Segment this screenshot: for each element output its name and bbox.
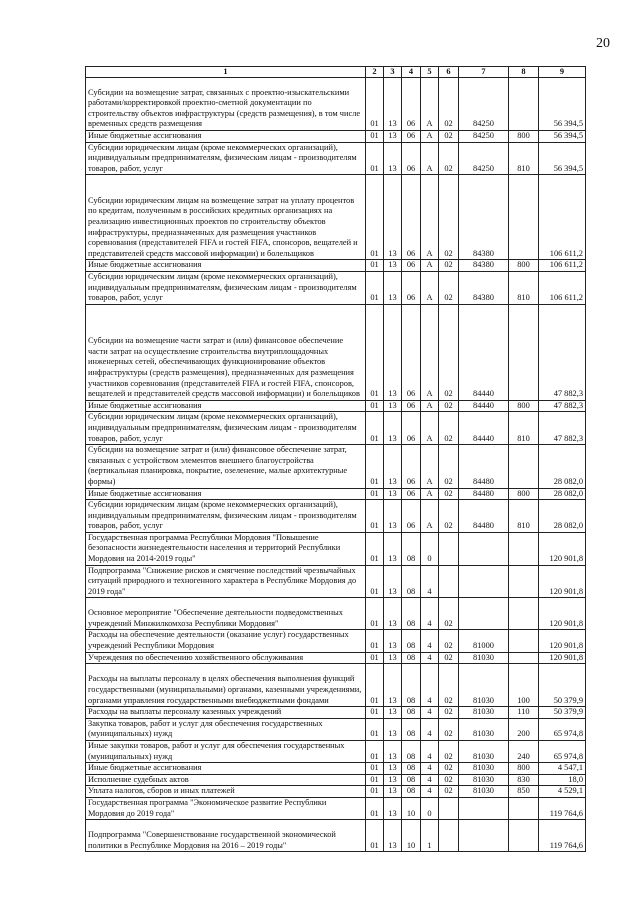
row-program-cell: 06 (402, 500, 421, 533)
row-program-cell: 06 (402, 304, 421, 400)
row-program-cell: 08 (402, 718, 421, 740)
table-row (86, 488, 586, 500)
row-event-cell: 02 (439, 741, 459, 763)
row-direction-cell: 84440 (459, 412, 509, 445)
row-expense-type-cell (509, 304, 539, 400)
row-subprogram-cell: А (421, 412, 439, 445)
row-section-cell: 01 (366, 304, 384, 400)
row-event-cell: 02 (439, 707, 459, 719)
table-row (86, 271, 586, 304)
row-event-cell: 02 (439, 78, 459, 131)
row-program-cell: 08 (402, 786, 421, 798)
row-program-cell: 06 (402, 260, 421, 272)
row-event-cell: 02 (439, 488, 459, 500)
table-row (86, 445, 586, 488)
row-subprogram-cell: 0 (421, 797, 439, 819)
row-name-cell: Иные бюджетные ассигнования (86, 488, 366, 500)
row-expense-type-cell: 810 (509, 500, 539, 533)
table-row (86, 786, 586, 798)
row-program-cell: 08 (402, 664, 421, 707)
col-header-7: 7 (459, 67, 509, 78)
row-event-cell: 02 (439, 260, 459, 272)
table-row (86, 400, 586, 412)
row-program-cell: 08 (402, 741, 421, 763)
row-program-cell: 06 (402, 131, 421, 143)
row-program-cell: 08 (402, 630, 421, 652)
row-event-cell: 02 (439, 400, 459, 412)
table-row (86, 142, 586, 175)
table-row (86, 820, 586, 852)
row-name-cell: Закупка товаров, работ и услуг для обеспечения государственных (муниципальных) нужд (86, 718, 366, 740)
row-amount-cell: 47 882,3 (539, 304, 586, 400)
row-name-cell: Расходы на выплаты персоналу казенных учреждений (86, 707, 366, 719)
row-subprogram-cell: 4 (421, 664, 439, 707)
row-subsection-cell: 13 (384, 598, 402, 630)
row-subsection-cell: 13 (384, 500, 402, 533)
row-amount-cell: 119 764,6 (539, 797, 586, 819)
row-subsection-cell: 13 (384, 664, 402, 707)
row-expense-type-cell: 850 (509, 786, 539, 798)
row-event-cell: 02 (439, 718, 459, 740)
row-subprogram-cell: А (421, 175, 439, 260)
row-event-cell (439, 820, 459, 852)
row-subsection-cell: 13 (384, 797, 402, 819)
row-subsection-cell: 13 (384, 400, 402, 412)
row-expense-type-cell: 800 (509, 488, 539, 500)
row-program-cell: 08 (402, 707, 421, 719)
row-subsection-cell: 13 (384, 304, 402, 400)
table-row (86, 304, 586, 400)
row-subsection-cell: 13 (384, 820, 402, 852)
row-event-cell: 02 (439, 763, 459, 775)
row-name-cell: Исполнение судебных актов (86, 774, 366, 786)
row-expense-type-cell (509, 598, 539, 630)
row-expense-type-cell: 800 (509, 763, 539, 775)
row-subprogram-cell: 4 (421, 786, 439, 798)
row-direction-cell (459, 820, 509, 852)
row-amount-cell: 18,0 (539, 774, 586, 786)
row-subsection-cell: 13 (384, 445, 402, 488)
table-row (86, 797, 586, 819)
row-subprogram-cell: 4 (421, 774, 439, 786)
row-program-cell: 08 (402, 763, 421, 775)
table-row (86, 175, 586, 260)
row-program-cell: 06 (402, 412, 421, 445)
row-name-cell: Иные бюджетные ассигнования (86, 400, 366, 412)
table-row (86, 630, 586, 652)
row-program-cell: 10 (402, 820, 421, 852)
row-direction-cell: 81030 (459, 652, 509, 664)
row-event-cell: 02 (439, 652, 459, 664)
row-amount-cell: 50 379,9 (539, 664, 586, 707)
row-program-cell: 06 (402, 271, 421, 304)
row-expense-type-cell (509, 78, 539, 131)
row-direction-cell: 84480 (459, 488, 509, 500)
row-subsection-cell: 13 (384, 652, 402, 664)
row-expense-type-cell: 800 (509, 131, 539, 143)
row-expense-type-cell (509, 820, 539, 852)
row-name-cell: Субсидии юридическим лицам (кроме некоммерческих организаций), индивидуальным предпринимателям, физическим лицам - производителям товаров, работ, услуг (86, 271, 366, 304)
row-program-cell: 06 (402, 488, 421, 500)
row-subprogram-cell: А (421, 142, 439, 175)
row-section-cell: 01 (366, 741, 384, 763)
row-program-cell: 08 (402, 598, 421, 630)
row-subsection-cell: 13 (384, 630, 402, 652)
row-direction-cell (459, 532, 509, 565)
row-section-cell: 01 (366, 532, 384, 565)
row-subsection-cell: 13 (384, 412, 402, 445)
row-subsection-cell: 13 (384, 271, 402, 304)
row-program-cell: 08 (402, 652, 421, 664)
row-event-cell: 02 (439, 142, 459, 175)
row-subsection-cell: 13 (384, 131, 402, 143)
col-header-9: 9 (539, 67, 586, 78)
row-direction-cell: 84380 (459, 260, 509, 272)
row-amount-cell: 47 882,3 (539, 400, 586, 412)
row-name-cell: Иные бюджетные ассигнования (86, 131, 366, 143)
row-expense-type-cell (509, 630, 539, 652)
row-subprogram-cell: 4 (421, 718, 439, 740)
row-subprogram-cell: А (421, 131, 439, 143)
budget-table (85, 66, 586, 852)
row-subprogram-cell: 4 (421, 598, 439, 630)
row-direction-cell: 84380 (459, 271, 509, 304)
row-name-cell: Иные бюджетные ассигнования (86, 763, 366, 775)
row-direction-cell (459, 598, 509, 630)
row-amount-cell: 106 611,2 (539, 175, 586, 260)
row-amount-cell: 120 901,8 (539, 630, 586, 652)
row-direction-cell: 81030 (459, 741, 509, 763)
row-subprogram-cell: 4 (421, 630, 439, 652)
row-direction-cell: 84480 (459, 445, 509, 488)
table-row (86, 131, 586, 143)
row-subprogram-cell: 0 (421, 532, 439, 565)
row-name-cell: Расходы на выплаты персоналу в целях обеспечения выполнения функций государственными (муниципальными) органами, казенными учреждениями, органами управления государственными внебюджетными фондами (86, 664, 366, 707)
row-amount-cell: 56 394,5 (539, 131, 586, 143)
row-subsection-cell: 13 (384, 142, 402, 175)
row-name-cell: Субсидии юридическим лицам на возмещение затрат на уплату процентов по кредитам, полученным в российских кредитных организациях на реализацию инвестиционных проектов по строительству объектов инфраструктуры, предназначенных для размещения участников соревнования (представителей FIFA и гостей FIFA, спонсоров, вещателей и представителей средств массовой информации) и болельщиков (86, 175, 366, 260)
row-name-cell: Учреждения по обеспечению хозяйственного обслуживания (86, 652, 366, 664)
row-amount-cell: 28 082,0 (539, 500, 586, 533)
row-event-cell: 02 (439, 445, 459, 488)
row-direction-cell (459, 797, 509, 819)
row-section-cell: 01 (366, 488, 384, 500)
row-amount-cell: 56 394,5 (539, 142, 586, 175)
row-program-cell: 06 (402, 175, 421, 260)
row-amount-cell: 50 379,9 (539, 707, 586, 719)
table-row (86, 652, 586, 664)
row-event-cell: 02 (439, 271, 459, 304)
row-section-cell: 01 (366, 131, 384, 143)
row-subsection-cell: 13 (384, 774, 402, 786)
row-subsection-cell: 13 (384, 260, 402, 272)
row-subprogram-cell: 4 (421, 565, 439, 598)
table-row (86, 532, 586, 565)
row-amount-cell: 120 901,8 (539, 598, 586, 630)
row-section-cell: 01 (366, 271, 384, 304)
row-subprogram-cell: 4 (421, 707, 439, 719)
row-amount-cell: 120 901,8 (539, 652, 586, 664)
row-amount-cell: 119 764,6 (539, 820, 586, 852)
row-direction-cell: 81030 (459, 774, 509, 786)
row-section-cell: 01 (366, 260, 384, 272)
row-subsection-cell: 13 (384, 741, 402, 763)
row-section-cell: 01 (366, 412, 384, 445)
row-name-cell: Субсидии юридическим лицам (кроме некоммерческих организаций), индивидуальным предпринимателям, физическим лицам - производителям товаров, работ, услуг (86, 142, 366, 175)
row-expense-type-cell (509, 797, 539, 819)
row-name-cell: Государственная программа Республики Мордовия "Повышение безопасности жизнедеятельности населения и территорий Республики Мордовия на 2014-2019 годы" (86, 532, 366, 565)
table-row (86, 741, 586, 763)
row-event-cell: 02 (439, 630, 459, 652)
row-direction-cell: 81030 (459, 664, 509, 707)
col-header-4: 4 (402, 67, 421, 78)
row-name-cell: Субсидии юридическим лицам (кроме некоммерческих организаций), индивидуальным предпринимателям, физическим лицам - производителям товаров, работ, услуг (86, 500, 366, 533)
row-name-cell: Государственная программа "Экономическое развитие Республики Мордовия до 2019 года" (86, 797, 366, 819)
row-name-cell: Субсидии на возмещение затрат и (или) финансовое обеспечение затрат, связанных с устройством элементов внешнего благоустройства (вертикальная планировка, покрытие, озеленение, малые архитектурные формы) (86, 445, 366, 488)
row-event-cell (439, 797, 459, 819)
table-row (86, 664, 586, 707)
row-direction-cell: 81030 (459, 763, 509, 775)
row-section-cell: 01 (366, 718, 384, 740)
row-amount-cell: 4 547,1 (539, 763, 586, 775)
row-program-cell: 08 (402, 532, 421, 565)
row-direction-cell (459, 565, 509, 598)
row-direction-cell: 81000 (459, 630, 509, 652)
row-section-cell: 01 (366, 630, 384, 652)
row-expense-type-cell (509, 652, 539, 664)
row-section-cell: 01 (366, 797, 384, 819)
row-expense-type-cell: 810 (509, 412, 539, 445)
row-name-cell: Подпрограмма "Снижение рисков и смягчение последствий чрезвычайных ситуаций природного и техногенного характера в Республике Мордовия до 2019 года" (86, 565, 366, 598)
row-name-cell: Субсидии на возмещение части затрат и (или) финансовое обеспечение части затрат на осуществление строительства внутриплощадочных инженерных сетей, обеспечивающих функционирование объектов инфраструктуры (средств размещения), предназначенных для размещения участников соревнования (представителей FIFA и гостей FIFA, спонсоров, вещателей и представителей средств массовой информации) и болельщиков (86, 304, 366, 400)
table-row (86, 412, 586, 445)
row-name-cell: Субсидии на возмещение затрат, связанных с проектно-изыскательскими работами/корректировкой проектно-сметной документации по строительству объектов инфраструктуры (средств размещения), в том числе временных средств размещения (86, 78, 366, 131)
row-direction-cell: 84440 (459, 400, 509, 412)
row-amount-cell: 106 611,2 (539, 271, 586, 304)
row-section-cell: 01 (366, 598, 384, 630)
row-name-cell: Подпрограмма "Совершенствование государственной экономической политики в Республике Мордовия на 2016 – 2019 годы" (86, 820, 366, 852)
row-section-cell: 01 (366, 652, 384, 664)
row-expense-type-cell: 200 (509, 718, 539, 740)
col-header-2: 2 (366, 67, 384, 78)
row-section-cell: 01 (366, 445, 384, 488)
table-row (86, 774, 586, 786)
row-section-cell: 01 (366, 500, 384, 533)
row-program-cell: 08 (402, 774, 421, 786)
row-event-cell (439, 532, 459, 565)
row-amount-cell: 47 882,3 (539, 412, 586, 445)
row-section-cell: 01 (366, 763, 384, 775)
row-subsection-cell: 13 (384, 763, 402, 775)
row-subprogram-cell: А (421, 260, 439, 272)
table-row (86, 78, 586, 131)
row-program-cell: 06 (402, 400, 421, 412)
row-amount-cell: 65 974,8 (539, 741, 586, 763)
row-amount-cell: 28 082,0 (539, 488, 586, 500)
row-subsection-cell: 13 (384, 565, 402, 598)
table-row (86, 763, 586, 775)
row-section-cell: 01 (366, 142, 384, 175)
row-direction-cell: 84440 (459, 304, 509, 400)
row-direction-cell: 81030 (459, 707, 509, 719)
row-subprogram-cell: А (421, 400, 439, 412)
row-expense-type-cell (509, 445, 539, 488)
row-amount-cell: 106 611,2 (539, 260, 586, 272)
row-expense-type-cell: 800 (509, 260, 539, 272)
table-header-row (86, 67, 586, 78)
row-section-cell: 01 (366, 774, 384, 786)
row-subprogram-cell: А (421, 304, 439, 400)
row-direction-cell: 81030 (459, 718, 509, 740)
row-event-cell (439, 565, 459, 598)
row-expense-type-cell (509, 565, 539, 598)
col-header-1: 1 (86, 67, 366, 78)
row-section-cell: 01 (366, 707, 384, 719)
row-name-cell: Субсидии юридическим лицам (кроме некоммерческих организаций), индивидуальным предпринимателям, физическим лицам - производителям товаров, работ, услуг (86, 412, 366, 445)
row-subsection-cell: 13 (384, 718, 402, 740)
row-amount-cell: 120 901,8 (539, 565, 586, 598)
row-expense-type-cell: 100 (509, 664, 539, 707)
row-subsection-cell: 13 (384, 786, 402, 798)
row-event-cell: 02 (439, 304, 459, 400)
row-subprogram-cell: 4 (421, 741, 439, 763)
row-subprogram-cell: 4 (421, 652, 439, 664)
row-section-cell: 01 (366, 400, 384, 412)
row-subprogram-cell: А (421, 488, 439, 500)
col-header-6: 6 (439, 67, 459, 78)
row-name-cell: Основное мероприятие "Обеспечение деятельности подведомственных учреждений Минжилкомхоза Республики Мордовия" (86, 598, 366, 630)
row-expense-type-cell: 830 (509, 774, 539, 786)
row-amount-cell: 120 901,8 (539, 532, 586, 565)
row-subprogram-cell: 4 (421, 763, 439, 775)
row-subsection-cell: 13 (384, 175, 402, 260)
row-event-cell: 02 (439, 131, 459, 143)
row-expense-type-cell: 810 (509, 271, 539, 304)
row-subprogram-cell: 1 (421, 820, 439, 852)
table-row (86, 598, 586, 630)
page-number: 20 (596, 36, 610, 51)
col-header-3: 3 (384, 67, 402, 78)
row-event-cell: 02 (439, 598, 459, 630)
row-section-cell: 01 (366, 820, 384, 852)
table-row (86, 260, 586, 272)
row-name-cell: Уплата налогов, сборов и иных платежей (86, 786, 366, 798)
row-subprogram-cell: А (421, 445, 439, 488)
row-event-cell: 02 (439, 175, 459, 260)
row-amount-cell: 4 529,1 (539, 786, 586, 798)
row-subsection-cell: 13 (384, 707, 402, 719)
row-expense-type-cell (509, 532, 539, 565)
col-header-5: 5 (421, 67, 439, 78)
row-direction-cell: 84250 (459, 78, 509, 131)
row-subsection-cell: 13 (384, 488, 402, 500)
table-row (86, 500, 586, 533)
row-program-cell: 06 (402, 445, 421, 488)
row-direction-cell: 81030 (459, 786, 509, 798)
row-subsection-cell: 13 (384, 532, 402, 565)
row-event-cell: 02 (439, 412, 459, 445)
row-event-cell: 02 (439, 774, 459, 786)
row-expense-type-cell: 110 (509, 707, 539, 719)
table-row (86, 718, 586, 740)
table-row (86, 707, 586, 719)
row-expense-type-cell: 240 (509, 741, 539, 763)
row-subprogram-cell: А (421, 500, 439, 533)
row-event-cell: 02 (439, 500, 459, 533)
row-name-cell: Иные закупки товаров, работ и услуг для обеспечения государственных (муниципальных) нужд (86, 741, 366, 763)
row-direction-cell: 84480 (459, 500, 509, 533)
table-row (86, 565, 586, 598)
row-name-cell: Иные бюджетные ассигнования (86, 260, 366, 272)
row-direction-cell: 84250 (459, 131, 509, 143)
row-direction-cell: 84380 (459, 175, 509, 260)
row-amount-cell: 28 082,0 (539, 445, 586, 488)
col-header-8: 8 (509, 67, 539, 78)
row-section-cell: 01 (366, 786, 384, 798)
row-program-cell: 06 (402, 78, 421, 131)
row-expense-type-cell: 800 (509, 400, 539, 412)
row-program-cell: 10 (402, 797, 421, 819)
row-program-cell: 06 (402, 142, 421, 175)
row-program-cell: 08 (402, 565, 421, 598)
row-name-cell: Расходы на обеспечение деятельности (оказание услуг) государственных учреждений Республики Мордовия (86, 630, 366, 652)
row-amount-cell: 56 394,5 (539, 78, 586, 131)
row-event-cell: 02 (439, 786, 459, 798)
row-event-cell: 02 (439, 664, 459, 707)
row-subsection-cell: 13 (384, 78, 402, 131)
row-section-cell: 01 (366, 664, 384, 707)
row-section-cell: 01 (366, 565, 384, 598)
row-amount-cell: 65 974,8 (539, 718, 586, 740)
row-direction-cell: 84250 (459, 142, 509, 175)
row-expense-type-cell (509, 175, 539, 260)
row-subprogram-cell: А (421, 78, 439, 131)
row-expense-type-cell: 810 (509, 142, 539, 175)
row-section-cell: 01 (366, 78, 384, 131)
row-section-cell: 01 (366, 175, 384, 260)
row-subprogram-cell: А (421, 271, 439, 304)
